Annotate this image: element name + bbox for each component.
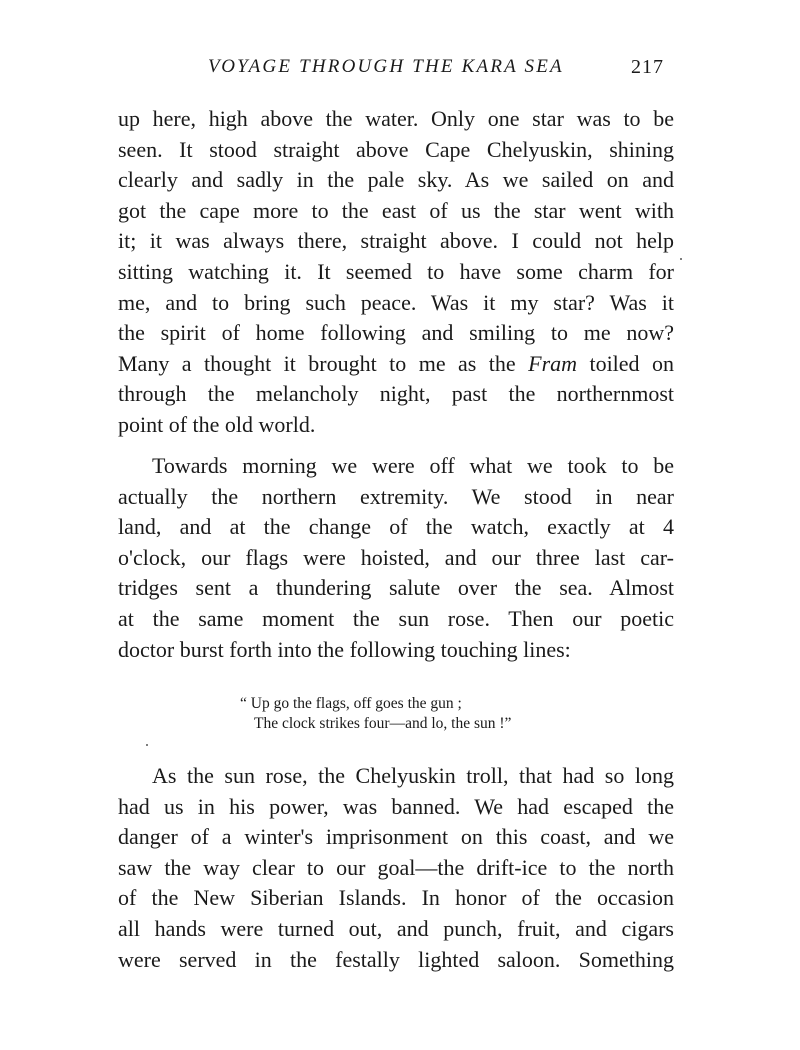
page-number: 217 [631, 56, 664, 78]
text-line: As the sun rose, the Chelyuskin troll, that had so long [152, 763, 674, 788]
print-speck [146, 744, 148, 746]
text-line: at the same moment the sun rose. Then our poetic [118, 605, 674, 631]
text-line: land, and at the change of the watch, exactly at 4 [118, 514, 674, 540]
poem-line: “ Up go the flags, off goes the gun ; [240, 695, 462, 712]
text-line: tridges sent a thundering salute over the sea. Almost [118, 575, 674, 601]
text-line: seen. It stood straight above Cape Chelyuskin, shining [118, 136, 674, 162]
text-line: saw the way clear to our goal—the drift-ice to the north [118, 854, 674, 880]
text-line: danger of a winter's imprisonment on this coast, and we [118, 824, 674, 850]
paragraph-1 [118, 104, 674, 441]
text-line: all hands were turned out, and punch, fruit, and cigars [118, 915, 674, 941]
text-line: had us in his power, was banned. We had escaped the [118, 793, 674, 819]
text-segment: toiled on [577, 350, 674, 376]
text-line: me, and to bring such peace. Was it my star? Was it [118, 289, 674, 315]
page-header [118, 56, 678, 82]
text-line: o'clock, our flags were hoisted, and our three last car- [118, 544, 674, 570]
running-title: VOYAGE THROUGH THE KARA SEA [208, 56, 564, 77]
text-line: point of the old world. [118, 411, 316, 437]
text-line: up here, high above the water. Only one star was to be [118, 106, 674, 131]
text-line: actually the northern extremity. We stood in near [118, 483, 674, 509]
ship-name: Fram [528, 350, 578, 376]
text-line: got the cape more to the east of us the star went with [118, 197, 674, 223]
text-line-with-ship-name [118, 349, 674, 380]
paragraph-2 [118, 451, 674, 665]
poem-quote [240, 694, 511, 734]
poem-line: The clock strikes four—and lo, the sun !” [254, 715, 512, 732]
text-segment: Many a thought it brought to me as the [118, 350, 529, 376]
text-line: clearly and sadly in the pale sky. As we sailed on and [118, 167, 674, 193]
text-line: doctor burst forth into the following touching lines: [118, 636, 571, 662]
text-line: through the melancholy night, past the northernmost [118, 381, 674, 407]
text-line: Towards morning we were off what we took to be [152, 453, 674, 478]
paragraph-3 [118, 761, 674, 975]
text-line: it; it was always there, straight above. I could not help [118, 228, 674, 254]
text-line: were served in the festally lighted saloon. Something [118, 946, 674, 972]
print-speck [680, 258, 682, 260]
text-line: sitting watching it. It seemed to have some charm for [118, 258, 674, 284]
text-line: of the New Siberian Islands. In honor of the occasion [118, 885, 674, 911]
text-line: the spirit of home following and smiling to me now? [118, 320, 674, 346]
